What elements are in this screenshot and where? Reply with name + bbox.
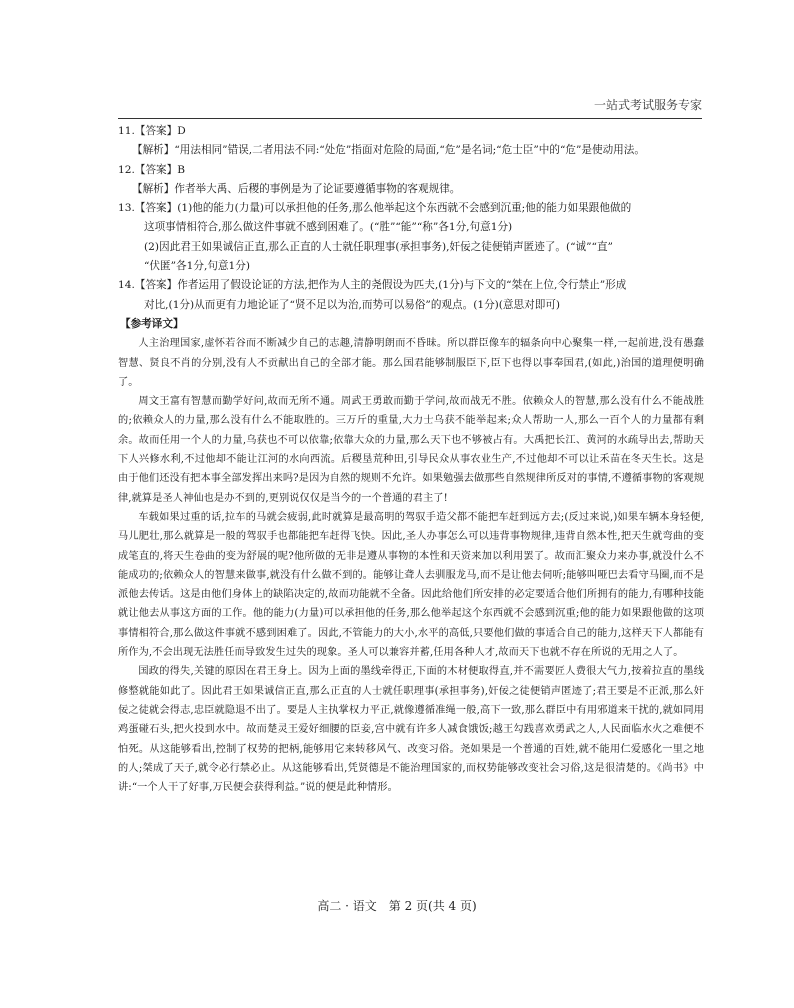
reference-title: 【参考译文】: [120, 317, 184, 330]
q14-answer-line: 14.【答案】作者运用了假设论证的方法,把作为人主的尧假设为匹夫,(1分)与下文的“桀在上位,令行禁止”形成: [118, 279, 627, 292]
paragraph-text: 国政的得失,关键的原因在君王身上。因为上面的墨线牵得正,下面的木材便取得直,并不需要匠人费很大气力,按着拉直的墨线修整就能如此了。因此君王如果诚信正直,那么正直的人士就任职理事(承担事务),奸佞之徒便销声匿迹了;君王要是不正派,那么奸佞之徒就会得志,忠臣就隐退不出了。要是人主执掌权力平正,就像遵循准绳一般,高下一致,那么群臣中有用邪道来干扰的,就如同用鸡蛋碰石头,把火投到水中。故而楚灵王爱好细腰的臣妾,宫中就有许多人减食饿饭;越王勾践喜欢勇武之人,人民面临水火之难便不怕死。从这能够看出,控制了权势的把柄,能够用它来转移风气、改变习俗。尧如果是一个普通的百姓,就不能用仁爱感化一里之地的人;桀成了天子,就令必行禁必止。从这能够看出,凭贤德是不能治理国家的,而权势能够改变社会习俗,这是很清楚的。《尚书》中讲:“一个人干了好事,万民便会获得利益。”说的便是此种情形。: [118, 666, 704, 794]
page-footer: 高二 · 语文 第 2 页(共 4 页): [317, 899, 477, 913]
reference-translation: [118, 334, 704, 797]
q11-analysis: 【解析】“用法相同”错误,二者用法不同:“处危”指面对危险的局面,“危”是名词;“危士臣”中的“危”是使动用法。: [132, 144, 645, 157]
page-header: [118, 92, 702, 119]
translation-paragraph: [118, 334, 704, 392]
q11-answer: 11.【答案】D: [118, 125, 186, 137]
q13-answer-line: (2)因此君王如果诚信正直,那么正直的人士就任职理事(承担事务),奸佞之徒便销声匿迹了。(“诚”“直”: [144, 240, 613, 253]
q13-answer-line: “伏匿”各1分,句意1分): [144, 260, 250, 273]
q14-answer-line: 对比,(1分)从而更有力地论证了“贤不足以为治,而势可以易俗”的观点。(1分)(意思对即可): [144, 298, 561, 311]
answer-content: [118, 122, 704, 797]
paragraph-text: 周文王富有智慧而勤学好问,故而无所不通。周武王勇敢而勤于学问,故而战无不胜。依赖众人的智慧,那么没有什么不能战胜的;依赖众人的力量,那么没有什么不能取胜的。三万斤的重量,大力士乌获不能举起来;众人帮助一人,那么一百个人的力量都有剩余。故而任用一个人的力量,乌获也不可以依靠;依靠大众的力量,那么天下也不够被占有。大禹把长江、黄河的水疏导出去,帮助天下人兴修水利,不过他却不能让江河的水向西流。后稷垦荒种田,引导民众从事农业生产,不过他却不可以让禾苗在冬天生长。这是由于他们还没有把本事全部发挥出来吗?是因为自然的规则不允许。如果勉强去做那些自然规律所反对的事情,不遵循事物的客观规律,就算是圣人神仙也是办不到的,更别说仅仅是当今的一个普通的君主了!: [118, 396, 704, 504]
paragraph-text: 车载如果过重的话,拉车的马就会疲弱,此时就算是最高明的驾驭手造父都不能把车赶到远方去;(反过来说,)如果车辆本身轻便,马儿肥壮,那么就算是一般的驾驭手也都能把车赶得飞快。因此,圣人办事怎么可以违背事物规律,违背自然本性,把天生就弯曲的变成笔直的,将天生卷曲的变为舒展的呢?他所做的无非是遵从事物的本性和天资来加以利用罢了。故而汇聚众力来办事,就没什么不能成功的;依赖众人的智慧来做事,就没有什么做不到的。能够让聋人去驯服龙马,而不是让他去伺听;能够叫哑巴去看守马圈,而不是派他去传话。这是由他们身体上的缺陷决定的,故而功能就不全备。因此给他们所安排的必定要适合他们所拥有的能力,有哪种技能就让他去从事这方面的工作。他的能力(力量)可以承担他的任务,那么他举起这个东西就不会感到沉重;他的能力如果跟他做的这项事情相符合,那么做这件事就不感到困难了。因此,不管能力的大小,水平的高低,只要他们做的事适合自己的能力,这样天下人都能有所作为,不会出现无法胜任而导致发生过失的现象。圣人可以兼容并蓄,任用各种人才,故而天下也就不存在所说的无用之人了。: [118, 511, 704, 659]
header-title: 一站式考试服务专家: [593, 98, 702, 112]
q13-answer-line: 这项事情相符合,那么做这件事就不感到困难了。(“胜”“能”“称”各1分,句意1分): [144, 221, 513, 234]
q13-answer-line: 13.【答案】(1)他的能力(力量)可以承担他的任务,那么他举起这个东西就不会感到沉重;他的能力如果跟他做的: [118, 202, 632, 215]
q12-analysis: 【解析】作者举大禹、后稷的事例是为了论证要遵循事物的客观规律。: [132, 182, 461, 195]
translation-paragraph: [118, 662, 704, 797]
translation-paragraph: [118, 392, 704, 508]
paragraph-text: 人主治理国家,虚怀若谷而不断减少自己的志趣,清静明朗而不昏昧。所以群臣像车的辐条向中心聚集一样,一起前进,没有愚蠢智慧、贤良不肖的分别,没有人不贡献出自己的全部才能。那么国君能够制服臣下,臣下也得以事奉国君,(如此,)治国的道理便明确了。: [118, 338, 704, 388]
q12-answer: 12.【答案】B: [118, 163, 186, 176]
translation-paragraph: [118, 508, 704, 662]
